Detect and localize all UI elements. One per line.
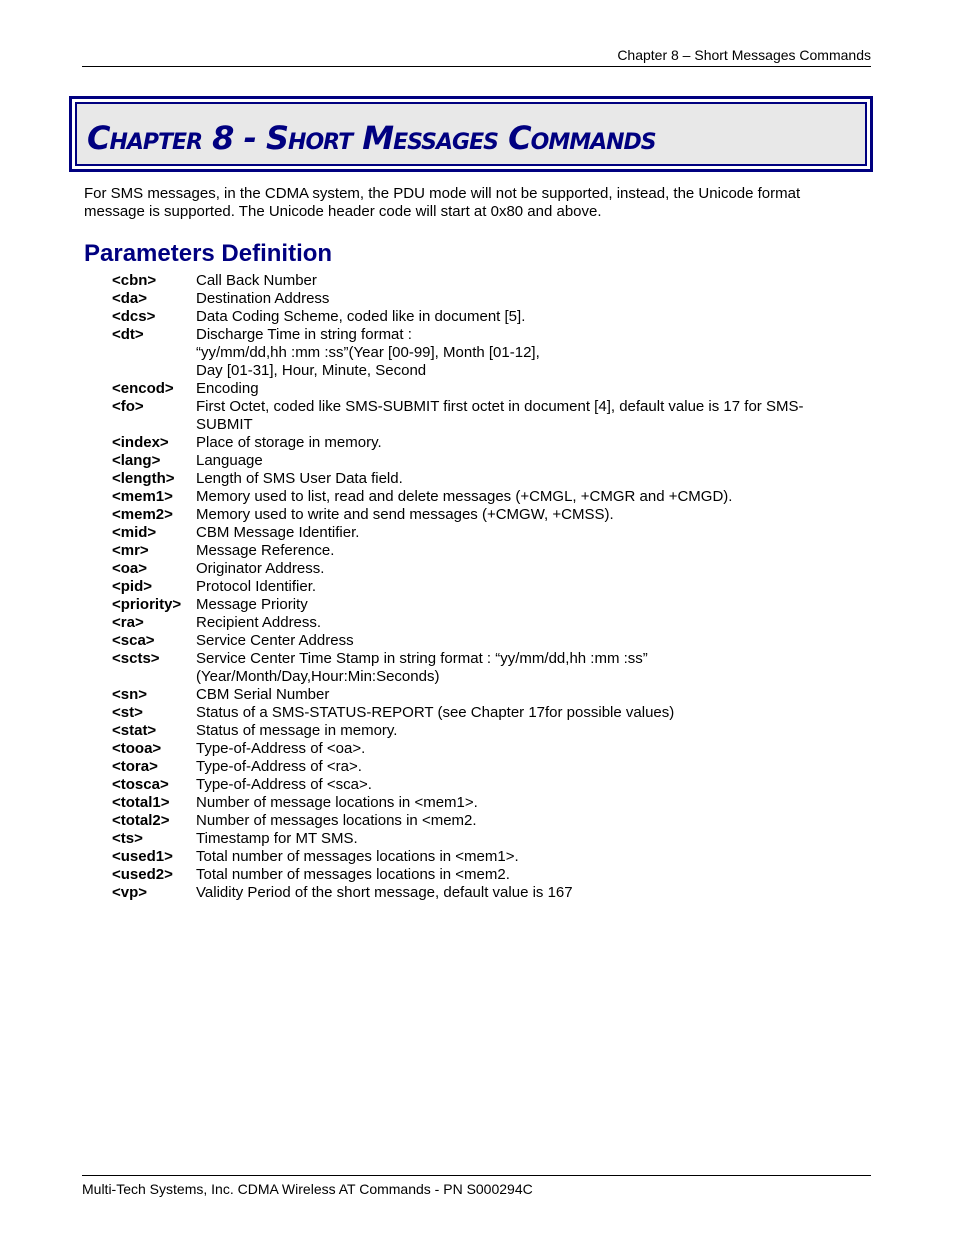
parameter-name: <mid> (112, 524, 157, 541)
parameter-row (112, 326, 852, 380)
parameter-description (196, 830, 852, 848)
parameter-description-line: Protocol Identifier. (196, 578, 317, 595)
parameter-name: <mem2> (112, 506, 173, 523)
parameter-description (196, 524, 852, 542)
parameter-row (112, 632, 852, 650)
parameter-name: <ra> (112, 614, 144, 631)
parameter-name: <dt> (112, 326, 144, 343)
parameter-description-line: Language (196, 452, 263, 469)
parameter-name: <cbn> (112, 272, 157, 289)
parameter-description-line: Type-of-Address of <sca>. (196, 776, 372, 793)
parameter-description-line: Discharge Time in string format : (196, 326, 412, 343)
parameter-description-line: CBM Message Identifier. (196, 524, 360, 541)
parameter-row (112, 794, 852, 812)
parameter-description (196, 380, 852, 398)
parameter-description (196, 488, 852, 506)
parameter-description (196, 722, 852, 740)
parameter-row (112, 560, 852, 578)
parameter-row (112, 308, 852, 326)
parameter-description-line: CBM Serial Number (196, 686, 330, 703)
running-header: Chapter 8 – Short Messages Commands (617, 47, 871, 63)
parameter-description (196, 434, 852, 452)
parameter-name: <tooa> (112, 740, 162, 757)
parameter-description-line: Validity Period of the short message, default value is 167 (196, 884, 573, 901)
parameter-row (112, 884, 852, 902)
parameter-name: <dcs> (112, 308, 156, 325)
parameter-row (112, 812, 852, 830)
parameter-name: <mr> (112, 542, 149, 559)
parameter-name: <used2> (112, 866, 173, 883)
parameter-row (112, 740, 852, 758)
parameter-description-line: Total number of messages locations in <mem1>. (196, 848, 519, 865)
intro-paragraph (84, 185, 864, 221)
parameter-name: <ts> (112, 830, 143, 847)
parameter-description (196, 704, 852, 722)
parameter-description (196, 776, 852, 794)
parameter-description (196, 812, 852, 830)
parameter-description-line: Memory used to write and send messages (+CMGW, +CMSS). (196, 506, 614, 523)
parameter-description-line: First Octet, coded like SMS-SUBMIT first octet in document [4], default value is 17 for SMS- (196, 398, 804, 415)
parameter-name: <lang> (112, 452, 161, 469)
parameter-description-line: Message Reference. (196, 542, 335, 559)
parameter-name: <total2> (112, 812, 170, 829)
parameter-description (196, 560, 852, 578)
parameter-row (112, 380, 852, 398)
parameter-row (112, 290, 852, 308)
parameter-description (196, 740, 852, 758)
parameter-description (196, 866, 852, 884)
parameter-description-line: Originator Address. (196, 560, 325, 577)
intro-line: message is supported. The Unicode header code will start at 0x80 and above. (84, 203, 602, 220)
parameter-description (196, 884, 852, 902)
parameter-row (112, 452, 852, 470)
parameter-row (112, 686, 852, 704)
parameter-row (112, 758, 852, 776)
parameter-row (112, 506, 852, 524)
parameter-name: <tosca> (112, 776, 169, 793)
parameter-description-line: Type-of-Address of <ra>. (196, 758, 362, 775)
parameter-description-line: Number of message locations in <mem1>. (196, 794, 478, 811)
parameter-row (112, 866, 852, 884)
parameter-row (112, 524, 852, 542)
parameter-description (196, 596, 852, 614)
parameter-description (196, 326, 852, 380)
parameter-row (112, 614, 852, 632)
parameter-description (196, 650, 852, 686)
parameter-description-line: Status of message in memory. (196, 722, 398, 739)
parameter-name: <length> (112, 470, 175, 487)
parameter-description-line: SUBMIT (196, 416, 253, 433)
parameter-name: <used1> (112, 848, 173, 865)
parameter-row (112, 434, 852, 452)
parameter-name: <tora> (112, 758, 158, 775)
parameter-row (112, 704, 852, 722)
parameter-description-line: Memory used to list, read and delete messages (+CMGL, +CMGR and +CMGD). (196, 488, 733, 505)
parameter-description-line: Call Back Number (196, 272, 317, 289)
parameter-row (112, 848, 852, 866)
parameter-description-line: Day [01-31], Hour, Minute, Second (196, 362, 427, 379)
parameter-name: <index> (112, 434, 169, 451)
footer-rule (82, 1175, 871, 1176)
parameter-description-line: “yy/mm/dd,hh :mm :ss”(Year [00-99], Month [01-12], (196, 344, 540, 361)
parameter-name: <sca> (112, 632, 155, 649)
parameter-description-line: Service Center Address (196, 632, 354, 649)
chapter-title-box-inner (75, 102, 867, 166)
chapter-title-box (69, 96, 873, 172)
parameter-description-line: Service Center Time Stamp in string format : “yy/mm/dd,hh :mm :ss” (196, 650, 648, 667)
parameter-description (196, 758, 852, 776)
section-heading: Parameters Definition (84, 240, 333, 267)
parameter-description (196, 470, 852, 488)
parameter-name: <priority> (112, 596, 182, 613)
parameter-name: <oa> (112, 560, 148, 577)
parameter-name: <vp> (112, 884, 148, 901)
parameter-description (196, 272, 852, 290)
parameter-name: <scts> (112, 650, 160, 667)
parameter-description-line: Encoding (196, 380, 259, 397)
parameter-description (196, 614, 852, 632)
intro-line: For SMS messages, in the CDMA system, the PDU mode will not be supported, instead, the Unicode format (84, 185, 801, 202)
parameter-row (112, 470, 852, 488)
parameter-row (112, 596, 852, 614)
parameter-description-line: Number of messages locations in <mem2. (196, 812, 477, 829)
parameter-description-line: Message Priority (196, 596, 308, 613)
parameter-row (112, 272, 852, 290)
parameter-name: <sn> (112, 686, 148, 703)
parameter-description-line: (Year/Month/Day,Hour:Min:Seconds) (196, 668, 440, 685)
parameter-description (196, 848, 852, 866)
parameter-row (112, 488, 852, 506)
parameter-description-line: Type-of-Address of <oa>. (196, 740, 366, 757)
parameter-description-line: Status of a SMS-STATUS-REPORT (see Chapter 17for possible values) (196, 704, 675, 721)
parameter-description (196, 452, 852, 470)
header-rule (82, 66, 871, 67)
parameter-name: <mem1> (112, 488, 173, 505)
parameter-description (196, 686, 852, 704)
parameter-name: <fo> (112, 398, 144, 415)
parameter-name: <pid> (112, 578, 153, 595)
parameter-description-line: Place of storage in memory. (196, 434, 382, 451)
parameter-description (196, 542, 852, 560)
parameter-row (112, 578, 852, 596)
parameter-description-line: Timestamp for MT SMS. (196, 830, 358, 847)
parameter-row (112, 830, 852, 848)
running-footer: Multi-Tech Systems, Inc. CDMA Wireless AT Commands - PN S000294C (82, 1181, 533, 1197)
parameter-row (112, 722, 852, 740)
parameter-description (196, 794, 852, 812)
parameter-row (112, 542, 852, 560)
parameter-description (196, 578, 852, 596)
chapter-title: Chapter 8 - Short Messages Commands (87, 119, 656, 157)
parameter-description-line: Destination Address (196, 290, 330, 307)
parameter-name: <total1> (112, 794, 170, 811)
parameter-row (112, 650, 852, 686)
parameter-name: <stat> (112, 722, 157, 739)
parameter-description (196, 506, 852, 524)
parameter-description (196, 398, 852, 434)
parameter-name: <da> (112, 290, 148, 307)
parameter-row (112, 776, 852, 794)
parameter-name: <encod> (112, 380, 174, 397)
parameter-name: <st> (112, 704, 143, 721)
parameter-row (112, 398, 852, 434)
parameter-description-line: Total number of messages locations in <mem2. (196, 866, 510, 883)
parameter-description (196, 632, 852, 650)
parameter-description-line: Length of SMS User Data field. (196, 470, 403, 487)
parameter-list (112, 272, 852, 902)
parameter-description (196, 308, 852, 326)
parameter-description-line: Recipient Address. (196, 614, 322, 631)
parameter-description (196, 290, 852, 308)
parameter-description-line: Data Coding Scheme, coded like in document [5]. (196, 308, 526, 325)
